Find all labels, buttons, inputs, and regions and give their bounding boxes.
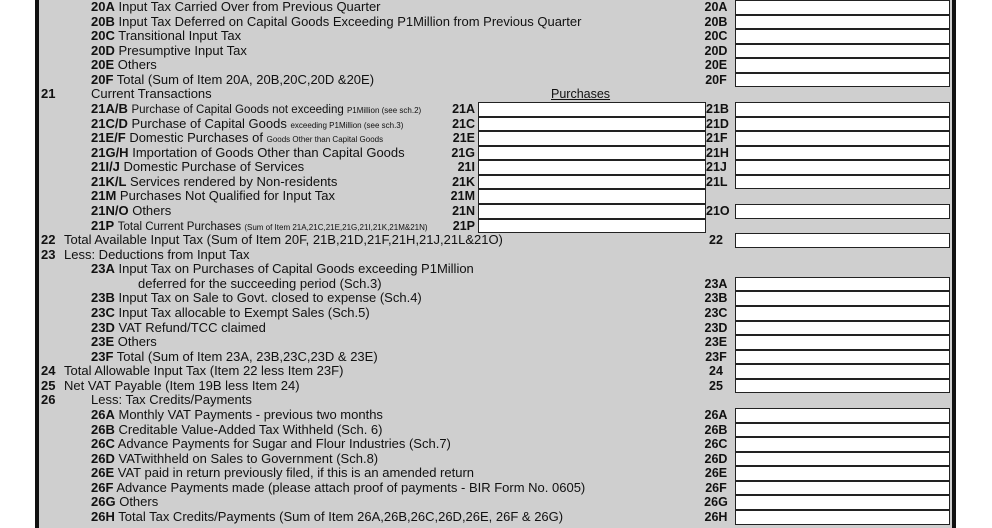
item-code: 21G/H (91, 144, 129, 160)
item-label (91, 15, 581, 30)
tax-amount-input[interactable] (735, 102, 950, 117)
tax-field-code: 23B (704, 291, 728, 306)
item-code: 23E (91, 334, 115, 350)
tax-amount-input[interactable] (735, 364, 950, 379)
item-code: 26E (91, 465, 115, 481)
item-code: 21I/J (91, 159, 120, 175)
tax-amount-input[interactable] (735, 146, 950, 161)
item-number: 22 (41, 232, 56, 248)
tax-amount-input[interactable] (735, 335, 950, 350)
item-label (91, 466, 474, 481)
item-label (91, 408, 383, 423)
tax-field-code: 21H (706, 145, 729, 160)
form-line-item (0, 102, 992, 117)
item-code: 23F (91, 348, 114, 364)
form-line-item (0, 87, 992, 102)
tax-field-code: 26B (704, 422, 728, 437)
item-text: Domestic Purchase of Services (123, 159, 305, 175)
purchases-column-header: Purchases (551, 87, 611, 102)
tax-amount-input[interactable] (735, 44, 950, 59)
item-text: Advance Payments for Sugar and Flour Industries (Sch.7) (117, 436, 451, 452)
item-text: VATwithheld on Sales to Government (Sch.8) (118, 450, 379, 466)
purchase-amount-input[interactable] (478, 189, 706, 204)
item-label (91, 437, 451, 452)
item-text: Purchase of Capital Goods not exceeding (131, 103, 347, 116)
form-line-item (0, 160, 992, 175)
tax-amount-input[interactable] (735, 15, 950, 30)
form-line-item (0, 15, 992, 30)
form-line-item (0, 262, 992, 277)
item-text: Monthly VAT Payments - previous two months (118, 406, 383, 422)
item-code: 21K/L (91, 173, 127, 189)
purchase-field-code: 21G (451, 145, 475, 160)
item-note: Goods Other than Capital Goods (266, 135, 384, 145)
form-line-item (0, 437, 992, 452)
item-text: Domestic Purchases of (129, 130, 267, 146)
item-code: 20B (91, 13, 115, 29)
tax-field-code: 26E (704, 466, 728, 481)
form-line-item (0, 408, 992, 423)
form-line-item (0, 175, 992, 190)
form-line-item (0, 364, 992, 379)
item-label (91, 160, 304, 175)
form-line-item (0, 219, 992, 234)
tax-field-code: 22 (709, 233, 723, 248)
tax-amount-input[interactable] (735, 58, 950, 73)
item-text: Purchases Not Qualified for Input Tax (119, 188, 336, 204)
item-label (91, 58, 157, 73)
form-line-item (0, 466, 992, 481)
tax-amount-input[interactable] (735, 437, 950, 452)
item-code: 21A/B (91, 100, 128, 116)
item-code: 26F (91, 479, 114, 495)
form-line-item (0, 495, 992, 510)
tax-field-code: 20D (704, 43, 728, 58)
purchase-amount-input[interactable] (478, 131, 706, 146)
item-label (91, 510, 563, 525)
purchase-amount-input[interactable] (478, 175, 706, 190)
tax-amount-input[interactable] (735, 204, 950, 219)
item-text: Input Tax on Sale to Govt. closed to expense (Sch.4) (118, 290, 422, 306)
tax-field-code: 26G (704, 495, 728, 510)
item-text: Input Tax Carried Over from Previous Quarter (118, 0, 381, 14)
form-line-item (0, 0, 992, 15)
form-line-item (0, 248, 992, 263)
tax-amount-input[interactable] (735, 495, 950, 510)
purchase-amount-input[interactable] (478, 117, 706, 132)
tax-field-code: 26A (704, 407, 728, 422)
tax-amount-input[interactable] (735, 452, 950, 467)
item-number: 21 (41, 86, 56, 102)
form-line-item (0, 44, 992, 59)
form-line-item (0, 73, 992, 88)
item-text: VAT paid in return previously filed, if this is an amended return (117, 465, 475, 481)
item-text: Total Available Input Tax (Sum of Item 20F, 21B,21D,21F,21H,21J,21L&21O) (64, 232, 503, 248)
item-text: Total Current Purchases (117, 220, 245, 233)
tax-field-code: 21B (706, 101, 729, 116)
item-text: Total Allowable Input Tax (Item 22 less Item 23F) (64, 363, 344, 379)
item-code: 23A (91, 261, 115, 277)
item-number: 26 (41, 392, 56, 408)
tax-field-code: 23C (704, 305, 728, 320)
item-label (91, 204, 171, 219)
form-line-item (0, 510, 992, 525)
form-line-item (0, 29, 992, 44)
item-label (91, 335, 157, 350)
item-code: 26D (91, 450, 115, 466)
item-text: Total Tax Credits/Payments (Sum of Item 26A,26B,26C,26D,26E, 26F & 26G) (118, 508, 564, 524)
item-text: Current Transactions (91, 86, 212, 102)
tax-amount-input[interactable] (735, 160, 950, 175)
item-note: (Sum of Item 21A,21C,21E,21G,21I,21K,21M&21N) (244, 222, 428, 232)
purchase-amount-input[interactable] (478, 146, 706, 161)
item-code: 21P (91, 217, 115, 233)
tax-amount-input[interactable] (735, 321, 950, 336)
form-line-item (0, 481, 992, 496)
tax-amount-input[interactable] (735, 481, 950, 496)
item-code: 26A (91, 406, 115, 422)
purchase-field-code: 21P (452, 218, 475, 233)
item-label (91, 291, 422, 306)
form-line-item (0, 277, 992, 292)
item-text: Others (119, 494, 159, 510)
tax-amount-input[interactable] (735, 29, 950, 44)
item-text: Transitional Input Tax (118, 28, 242, 44)
item-code: 23C (91, 304, 115, 320)
item-label (91, 321, 266, 336)
tax-field-code: 23E (704, 335, 728, 350)
form-line-item (0, 423, 992, 438)
item-label (91, 44, 247, 59)
form-line-item (0, 233, 992, 248)
tax-field-code: 20B (704, 14, 728, 29)
item-label (91, 350, 378, 365)
item-label (91, 87, 212, 102)
purchase-field-code: 21N (452, 203, 475, 218)
form-line-item (0, 379, 992, 394)
item-text: Others (117, 57, 157, 73)
item-text: Others (132, 202, 172, 218)
item-code: 20D (91, 42, 115, 58)
item-text: Input Tax allocable to Exempt Sales (Sch.5) (118, 304, 370, 320)
item-code: 23B (91, 290, 115, 306)
tax-field-code: 24 (709, 364, 723, 379)
item-text: Less: Tax Credits/Payments (91, 392, 252, 408)
item-code: 20C (91, 28, 115, 44)
tax-field-code: 21J (706, 160, 727, 175)
item-label (91, 0, 381, 15)
item-text: deferred for the succeeding period (Sch.3) (138, 275, 382, 291)
item-note: P1Million (see sch.2) (346, 105, 422, 115)
tax-amount-input[interactable] (735, 291, 950, 306)
form-line-item (0, 291, 992, 306)
tax-amount-input[interactable] (735, 379, 950, 394)
tax-field-code: 21O (706, 203, 730, 218)
purchase-amount-input[interactable] (478, 160, 706, 175)
item-text: Total (Sum of Item 20A, 20B,20C,20D &20E) (116, 71, 375, 87)
item-text: Presumptive Input Tax (118, 42, 247, 58)
item-label (91, 481, 585, 496)
purchase-field-code: 21M (450, 189, 475, 204)
item-code: 26B (91, 421, 115, 437)
item-label (91, 175, 337, 190)
item-label (64, 248, 249, 263)
tax-amount-input[interactable] (735, 423, 950, 438)
tax-field-code: 23A (704, 276, 728, 291)
form-line-item (0, 306, 992, 321)
item-number: 25 (41, 377, 56, 393)
form-line-item (0, 146, 992, 161)
item-code: 23D (91, 319, 115, 335)
item-label (91, 306, 370, 321)
item-code: 26C (91, 436, 115, 452)
purchase-field-code: 21K (452, 174, 475, 189)
item-text: Input Tax Deferred on Capital Goods Exceeding P1Million from Previous Quarter (118, 13, 582, 29)
purchase-amount-input[interactable] (478, 219, 706, 234)
item-number: 23 (41, 246, 56, 262)
item-text: Others (117, 334, 157, 350)
tax-amount-input[interactable] (735, 233, 950, 248)
form-line-item (0, 335, 992, 350)
tax-amount-input[interactable] (735, 0, 950, 15)
item-label (91, 262, 474, 277)
item-label (91, 29, 241, 44)
item-note: exceeding P1Million (see sch.3) (290, 120, 404, 130)
item-number: 24 (41, 363, 56, 379)
item-label (138, 277, 382, 292)
tax-field-code: 23F (705, 349, 727, 364)
item-text: Purchase of Capital Goods (131, 115, 291, 131)
tax-amount-input[interactable] (735, 306, 950, 321)
item-text: Advance Payments made (please attach proof of payments - BIR Form No. 0605) (116, 479, 586, 495)
item-label (91, 495, 158, 510)
tax-amount-input[interactable] (735, 408, 950, 423)
form-line-item (0, 117, 992, 132)
tax-field-code: 26D (704, 451, 728, 466)
form-line-item (0, 204, 992, 219)
item-label (91, 73, 374, 88)
item-label (91, 189, 335, 204)
item-label (91, 423, 382, 438)
purchase-field-code: 21C (452, 116, 475, 131)
purchase-amount-input[interactable] (478, 102, 706, 117)
form-line-item (0, 321, 992, 336)
tax-field-code: 23D (704, 320, 728, 335)
form-line-item (0, 131, 992, 146)
item-code: 21M (91, 188, 117, 204)
item-code: 21N/O (91, 202, 129, 218)
item-code: 21C/D (91, 115, 128, 131)
form-line-item (0, 58, 992, 73)
tax-amount-input[interactable] (735, 277, 950, 292)
tax-field-code: 25 (709, 378, 723, 393)
tax-field-code: 20C (704, 29, 728, 44)
form-line-item (0, 189, 992, 204)
tax-amount-input[interactable] (735, 175, 950, 190)
item-code: 20E (91, 57, 115, 73)
tax-amount-input[interactable] (735, 73, 950, 88)
purchase-field-code: 21A (452, 101, 475, 116)
tax-field-code: 21F (706, 131, 728, 146)
item-text: Net VAT Payable (Item 19B less Item 24) (64, 377, 300, 393)
item-text: Total (Sum of Item 23A, 23B,23C,23D & 23E) (116, 348, 378, 364)
tax-amount-input[interactable] (735, 131, 950, 146)
tax-field-code: 26C (704, 437, 728, 452)
item-text: VAT Refund/TCC claimed (118, 319, 266, 335)
tax-field-code: 26H (704, 509, 728, 524)
item-label (64, 233, 503, 248)
form-line-item (0, 452, 992, 467)
tax-field-code: 21D (706, 116, 729, 131)
form-line-item (0, 393, 992, 408)
purchase-field-code: 21E (452, 131, 475, 146)
item-label (64, 364, 343, 379)
purchase-field-code: 21I (457, 160, 475, 175)
item-code: 26H (91, 508, 115, 524)
item-code: 26G (91, 494, 116, 510)
item-code: 21E/F (91, 130, 126, 146)
item-text: Less: Deductions from Input Tax (64, 246, 250, 262)
item-text: Importation of Goods Other than Capital Goods (132, 144, 405, 160)
tax-field-code: 20E (704, 58, 728, 73)
item-label (91, 146, 405, 161)
item-text: Input Tax on Purchases of Capital Goods exceeding P1Million (118, 261, 474, 277)
item-code: 20A (91, 0, 115, 14)
tax-amount-input[interactable] (735, 466, 950, 481)
tax-amount-input[interactable] (735, 350, 950, 365)
item-label (91, 393, 252, 408)
purchase-amount-input[interactable] (478, 204, 706, 219)
form-line-item (0, 350, 992, 365)
item-code: 20F (91, 71, 114, 87)
item-text: Services rendered by Non-residents (130, 173, 338, 189)
tax-field-code: 20A (704, 0, 728, 14)
tax-field-code: 26F (705, 480, 727, 495)
item-label (64, 379, 300, 394)
tax-field-code: 21L (706, 174, 728, 189)
item-text: Creditable Value-Added Tax Withheld (Sch. 6) (118, 421, 383, 437)
tax-amount-input[interactable] (735, 117, 950, 132)
item-label (91, 452, 378, 467)
tax-field-code: 20F (705, 72, 727, 87)
tax-amount-input[interactable] (735, 510, 950, 525)
